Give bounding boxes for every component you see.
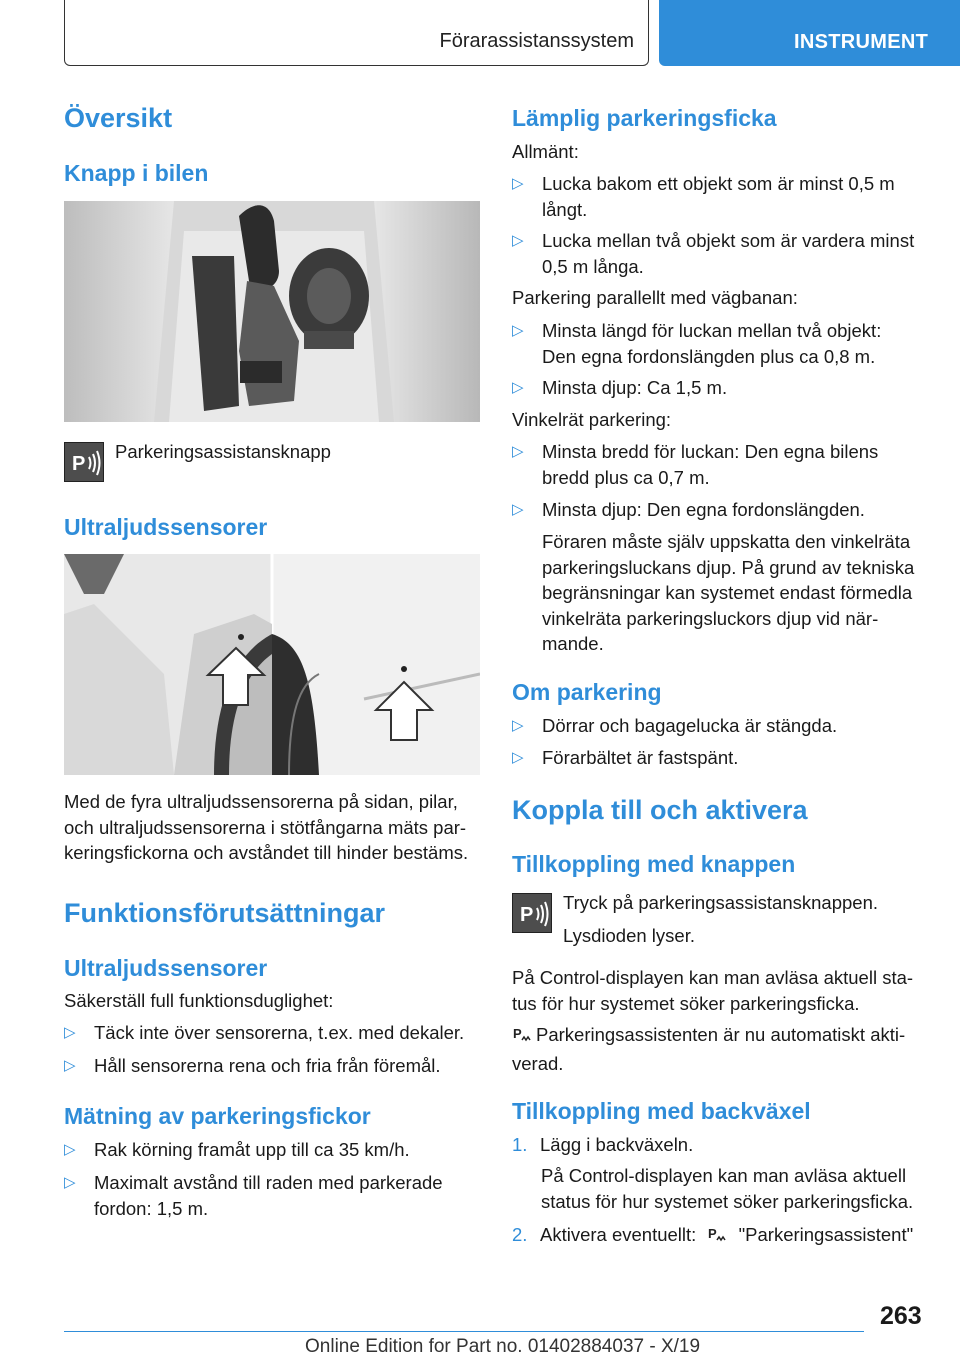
step1-sub-line: På Control-displayen kan man avläsa aktuell bbox=[541, 1165, 907, 1186]
list-item bbox=[512, 713, 837, 739]
list-item bbox=[512, 439, 878, 490]
triangle-bullet-icon: ▷ bbox=[512, 322, 524, 339]
footer-divider bbox=[64, 1331, 864, 1332]
svg-text:P: P bbox=[72, 453, 86, 475]
heading-ultraljudssensorer-1: Ultraljudssensorer bbox=[64, 514, 268, 540]
header-section-title: Förarassistanssystem bbox=[439, 30, 634, 52]
list-item-text: Minsta längd för luckan mellan två objekt: bbox=[542, 320, 882, 341]
list-item bbox=[512, 497, 865, 523]
list-item bbox=[512, 228, 914, 279]
list-item-text: 0,5 m långa. bbox=[542, 255, 644, 277]
header-chapter-tab[interactable] bbox=[659, 0, 960, 66]
heading-ultraljudssensorer-2: Ultraljudssensorer bbox=[64, 955, 268, 981]
list-item-text: Den egna fordonslängden plus ca 0,8 m. bbox=[542, 345, 876, 367]
auto-activated-text bbox=[512, 1022, 932, 1076]
list-item-text: bredd plus ca 0,7 m. bbox=[542, 466, 710, 488]
heading-matning: Mätning av parkeringsfickor bbox=[64, 1103, 371, 1129]
control-paragraph bbox=[512, 965, 913, 1016]
footer-edition: Online Edition for Part no. 01402884037 - X/19 bbox=[305, 1336, 701, 1357]
list-item-text: Minsta djup: Den egna fordonslängden. bbox=[542, 499, 865, 520]
step1-sub-line: status för hur systemet söker parkeringsficka. bbox=[541, 1190, 914, 1212]
sensor-paragraph-line: Med de fyra ultraljudssensorerna på sidan, pilar, bbox=[64, 791, 458, 812]
lysdioden-text: Lysdioden lyser. bbox=[563, 925, 695, 946]
list-item bbox=[512, 375, 727, 401]
list-item-text: Dörrar och bagagelucka är stängda. bbox=[542, 715, 838, 736]
parking-assist-button-icon bbox=[512, 893, 552, 933]
parking-assistant-symbol-icon bbox=[707, 1224, 733, 1251]
triangle-bullet-icon: ▷ bbox=[512, 175, 524, 192]
button-caption: Parkeringsassistansknapp bbox=[115, 441, 331, 462]
svg-text:P: P bbox=[708, 1226, 718, 1241]
header-section-box bbox=[64, 0, 649, 66]
page-number: 263 bbox=[880, 1302, 922, 1330]
tryck-text: Tryck på parkeringsassistansknappen. bbox=[563, 892, 878, 913]
header-chapter-label: INSTRUMENT bbox=[794, 31, 929, 53]
heading-oversikt: Översikt bbox=[64, 103, 173, 133]
control-paragraph-line: På Control-displayen kan man avläsa aktuell sta‐ bbox=[512, 967, 914, 988]
list-item-text: Håll sensorerna rena och fria från föremål. bbox=[94, 1055, 441, 1076]
vinkel-note-line: Föraren måste själv uppskatta den vinkelräta bbox=[542, 531, 911, 552]
parking-assist-button-icon bbox=[64, 442, 104, 482]
parking-assistant-symbol-icon bbox=[512, 1024, 536, 1051]
triangle-bullet-icon: ▷ bbox=[512, 232, 524, 249]
step2-quote: "Parkeringsassistent" bbox=[738, 1224, 914, 1245]
control-paragraph-line: tus för hur systemet söker parkeringsficka. bbox=[512, 992, 860, 1014]
step-text: Aktivera eventuellt: bbox=[540, 1224, 697, 1245]
list-item bbox=[512, 318, 881, 369]
triangle-bullet-icon: ▷ bbox=[512, 501, 524, 518]
console-photo bbox=[64, 201, 480, 422]
step1-sub bbox=[541, 1163, 913, 1214]
list-item bbox=[64, 1053, 441, 1079]
heading-funktionsforutsattningar: Funktionsförutsättningar bbox=[64, 898, 385, 928]
sensor-paragraph-line: och ultraljudssensorerna i stötfångarna mäts par‐ bbox=[64, 816, 467, 838]
vinkel-note-line: begränsningar kan systemet endast förmedla bbox=[542, 582, 913, 603]
svg-text:P: P bbox=[513, 1026, 522, 1041]
triangle-bullet-icon: ▷ bbox=[64, 1141, 76, 1158]
list-item-text: Maximalt avstånd till raden med parkerade bbox=[94, 1172, 443, 1193]
vinkel-note-line: mande. bbox=[542, 633, 604, 654]
triangle-bullet-icon: ▷ bbox=[512, 717, 524, 734]
list-item bbox=[64, 1170, 443, 1221]
triangle-bullet-icon: ▷ bbox=[512, 379, 524, 396]
triangle-bullet-icon: ▷ bbox=[512, 749, 524, 766]
heading-knapp-i-bilen: Knapp i bilen bbox=[64, 160, 209, 186]
sensors-photo bbox=[64, 554, 480, 775]
auto-activated-line: Parkeringsassistenten är nu automatiskt akti‐ bbox=[536, 1024, 906, 1045]
list-item-text: Lucka bakom ett objekt som är minst 0,5 m bbox=[542, 173, 895, 194]
list-item-text: Rak körning framåt upp till ca 35 km/h. bbox=[94, 1139, 410, 1160]
step-text: Lägg i backväxeln. bbox=[540, 1134, 694, 1155]
sensor-paragraph-line: keringsfickorna och avståndet till hinder bestäms. bbox=[64, 842, 469, 863]
heading-om-parkering: Om parkering bbox=[512, 679, 662, 705]
step-item bbox=[512, 1222, 932, 1251]
list-item-text: Minsta bredd för luckan: Den egna bilens bbox=[542, 441, 879, 462]
parallellt-label: Parkering parallellt med vägbanan: bbox=[512, 287, 798, 308]
auto-activated-line: verad. bbox=[512, 1052, 564, 1074]
list-item bbox=[512, 745, 738, 771]
ensure-text: Säkerställ full funktionsduglighet: bbox=[64, 990, 334, 1011]
triangle-bullet-icon: ▷ bbox=[512, 443, 524, 460]
triangle-bullet-icon: ▷ bbox=[64, 1024, 76, 1041]
triangle-bullet-icon: ▷ bbox=[64, 1174, 76, 1191]
triangle-bullet-icon: ▷ bbox=[64, 1057, 76, 1074]
list-item-text: fordon: 1,5 m. bbox=[94, 1197, 209, 1219]
heading-tillkoppling-knappen: Tillkoppling med knappen bbox=[512, 851, 796, 877]
list-item bbox=[64, 1137, 410, 1163]
sensor-paragraph bbox=[64, 789, 468, 866]
vinkel-note-line: vinkelräta parkeringsluckors djup vid när‐ bbox=[542, 607, 879, 629]
svg-text:P: P bbox=[520, 904, 534, 926]
list-item-text: Lucka mellan två objekt som är vardera minst bbox=[542, 230, 915, 251]
heading-tillkoppling-backvaxel: Tillkoppling med backväxel bbox=[512, 1098, 811, 1124]
allmant-label: Allmänt: bbox=[512, 141, 579, 162]
step-number: 1. bbox=[512, 1134, 528, 1155]
vinkel-note bbox=[542, 529, 914, 657]
list-item-text: långt. bbox=[542, 198, 588, 220]
vinkel-label: Vinkelrät parkering: bbox=[512, 409, 672, 430]
vinkel-note-line: parkeringsluckans djup. På grund av tekniska bbox=[542, 556, 915, 578]
heading-koppla-till: Koppla till och aktivera bbox=[512, 795, 808, 825]
list-item bbox=[64, 1020, 464, 1046]
step-item bbox=[512, 1132, 693, 1158]
list-item-text: Minsta djup: Ca 1,5 m. bbox=[542, 377, 728, 398]
step-number: 2. bbox=[512, 1224, 528, 1245]
list-item-text: Täck inte över sensorerna, t.ex. med dekaler. bbox=[94, 1022, 465, 1043]
list-item-text: Förarbältet är fastspänt. bbox=[542, 747, 739, 768]
heading-lamplig-parkeringsficka: Lämplig parkeringsficka bbox=[512, 105, 777, 131]
list-item bbox=[512, 171, 895, 222]
